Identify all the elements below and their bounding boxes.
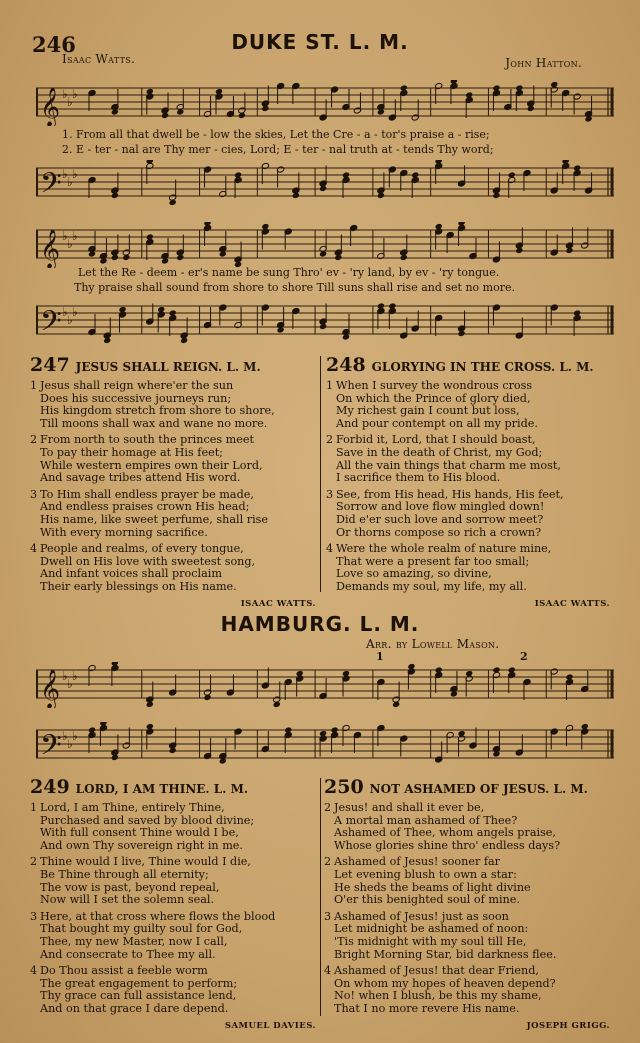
stanza-line: My richest gain I count but loss, — [336, 404, 520, 418]
svg-text:♭: ♭ — [62, 305, 68, 319]
stanza-line: Let midnight be ashamed of noon: — [334, 922, 529, 936]
hymn-249-title: LORD, I AM THINE. L. M. — [75, 782, 249, 796]
stanza-line: Were the whole realm of nature mine, — [336, 542, 552, 556]
hymn-250-heading — [324, 776, 610, 798]
svg-text:♭: ♭ — [62, 167, 68, 181]
stanza-line: Forbid it, Lord, that I should boast, — [336, 433, 536, 447]
verse-number: 4 — [30, 542, 38, 556]
svg-text:♭: ♭ — [72, 167, 78, 181]
stanza-line: A mortal man ashamed of Thee? — [334, 813, 518, 827]
stanza-line: Thee, my new Master, now I call, — [40, 934, 228, 948]
hymn-247-heading — [30, 354, 316, 376]
stanza-line: And infant voices shall proclaim — [40, 567, 222, 581]
verse-number: 2 — [326, 433, 334, 447]
hymn-249 — [30, 776, 316, 1032]
stanza-line: With full consent Thine would I be, — [40, 826, 239, 840]
column-divider-bottom — [320, 778, 321, 1016]
stanza-line: When I survey the wondrous cross — [336, 379, 533, 392]
stanza-line: O'er this benighted soul of mine. — [334, 893, 520, 907]
hymn-249-stanzas — [30, 802, 316, 1032]
hymn-247-number: 247 — [30, 354, 70, 376]
stanza-line: On whom my hopes of heaven depend? — [334, 976, 556, 990]
stanza-line: See, from His head, His hands, His feet, — [336, 487, 564, 501]
stanza-line: And pour contempt on all my pride. — [336, 416, 538, 430]
lyric-line-2: 2. E - ter - nal are Thy mer - cies, Lord; E - ter - nal truth at - tends Thy word; — [62, 143, 494, 156]
stanza — [326, 543, 610, 593]
column-divider-top — [320, 356, 321, 592]
verse-number: 1 — [30, 379, 38, 392]
svg-text:♭: ♭ — [67, 737, 73, 751]
stanza-line: Bright Morning Star, bid darkness flee. — [334, 947, 557, 961]
stanza-line: Or thorns compose so rich a crown? — [336, 525, 542, 539]
stanza-line: On which the Prince of glory died, — [336, 391, 531, 405]
stanza-line: Does his successive journeys run; — [40, 391, 232, 405]
stanza-line: Be Thine through all eternity; — [40, 867, 209, 881]
stanza-line: And endless praises crown His head; — [40, 500, 250, 514]
music-staff-duke-3 — [36, 222, 614, 268]
hymn-248 — [326, 354, 610, 610]
stanza-line: Let evening blush to own a star: — [334, 867, 517, 881]
stanza-line: His name, like sweet perfume, shall rise — [40, 512, 269, 526]
svg-text:♭: ♭ — [72, 729, 78, 743]
music-credit: John Hatton. — [505, 56, 582, 70]
stanza — [324, 802, 610, 852]
stanza-line: Ashamed of Jesus! that dear Friend, — [334, 964, 539, 978]
stanza-line: With every morning sacrifice. — [40, 525, 208, 539]
verse-number: 1 — [326, 379, 334, 392]
page-number: 246 — [32, 32, 76, 57]
stanza — [324, 965, 610, 1015]
stanza — [30, 489, 316, 539]
stanza-line: Jesus! and shall it ever be, — [334, 801, 485, 814]
stanza-line: Demands my soul, my life, my all. — [336, 579, 527, 593]
hymn-author: ISAAC WATTS. — [240, 598, 316, 609]
stanza-line: Whose glories shine thro' endless days? — [334, 838, 561, 852]
stanza-line: People and realms, of every tongue, — [40, 542, 244, 556]
lyric-line-4: Thy praise shall sound from shore to shore Till suns shall rise and set no more. — [74, 281, 515, 294]
stanza-line: The great engagement to perform; — [40, 976, 238, 990]
stanza-line: And savage tribes attend His word. — [40, 471, 241, 485]
verse-number: 4 — [324, 964, 332, 978]
stanza-line: His kingdom stretch from shore to shore, — [40, 404, 275, 418]
verse-number: 3 — [324, 909, 332, 923]
stanza — [324, 911, 610, 961]
verse-number: 2 — [30, 855, 38, 869]
svg-text:𝄢: 𝄢 — [40, 167, 62, 206]
hymn-249-number: 249 — [30, 776, 70, 798]
svg-text:♭: ♭ — [67, 237, 73, 251]
stanza-line: Ashamed of Jesus! sooner far — [334, 855, 501, 869]
hymn-249-heading — [30, 776, 316, 798]
svg-text:♭: ♭ — [67, 175, 73, 189]
hymn-248-stanzas — [326, 380, 610, 610]
hymn-247-title: JESUS SHALL REIGN. L. M. — [75, 360, 261, 374]
stanza-line: Dwell on His love with sweetest song, — [40, 554, 256, 568]
stanza — [324, 856, 610, 906]
stanza-line: From north to south the princes meet — [40, 433, 254, 447]
svg-text:♭: ♭ — [62, 729, 68, 743]
verse-number: 2 — [324, 855, 332, 869]
verse-number: 3 — [30, 909, 38, 923]
stanza — [30, 380, 316, 430]
svg-text:♭: ♭ — [67, 677, 73, 691]
stanza-line: To Him shall endless prayer be made, — [40, 487, 254, 501]
stanza-line: Did e'er such love and sorrow meet? — [336, 512, 544, 526]
stanza-line: To pay their homage at His feet; — [40, 445, 223, 459]
verse-number: 4 — [30, 964, 38, 978]
stanza-line: Here, at that cross where flows the blood — [40, 909, 276, 923]
stanza-line: And on that grace I dare depend. — [40, 1001, 229, 1015]
stanza-line: While western empires own their Lord, — [40, 458, 263, 472]
stanza — [30, 802, 316, 852]
svg-text:♭: ♭ — [62, 87, 68, 101]
verse-number: 3 — [326, 487, 334, 501]
stanza-line: Do Thou assist a feeble worm — [40, 964, 208, 978]
tune-title-duke-st: DUKE ST. L. M. — [231, 30, 409, 54]
hymn-author: SAMUEL DAVIES. — [224, 1020, 316, 1031]
music-staff-duke-1 — [36, 80, 614, 126]
tune-title-hamburg: HAMBURG. L. M. — [220, 612, 420, 636]
stanza — [326, 380, 610, 430]
stanza-line: Thy grace can full assistance lend, — [40, 989, 237, 1003]
svg-text:♭: ♭ — [67, 95, 73, 109]
hymn-248-title: GLORYING IN THE CROSS. L. M. — [371, 360, 594, 374]
stanza-line: He sheds the beams of light divine — [334, 880, 531, 894]
stanza-line: Till moons shall wax and wane no more. — [40, 416, 268, 430]
stanza — [326, 489, 610, 539]
stanza-line: That bought my guilty soul for God, — [40, 922, 243, 936]
svg-text:𝄢: 𝄢 — [40, 729, 62, 768]
hymn-248-number: 248 — [326, 354, 366, 376]
svg-text:♭: ♭ — [62, 669, 68, 683]
stanza — [30, 434, 316, 484]
music-staff-hamburg-2 — [36, 722, 614, 768]
stanza — [30, 965, 316, 1015]
music-staff-duke-2 — [36, 160, 614, 206]
verse-number: 1 — [30, 801, 38, 814]
stanza-line: Lord, I am Thine, entirely Thine, — [40, 801, 225, 814]
second-ending-label: 2 — [520, 650, 528, 663]
hymn-250-stanzas — [324, 802, 610, 1032]
stanza-line: Their early blessings on His name. — [40, 579, 237, 593]
hymn-250 — [324, 776, 610, 1032]
svg-text:♭: ♭ — [72, 87, 78, 101]
words-credit: Isaac Watts. — [62, 52, 136, 66]
stanza-line: And consecrate to Thee my all. — [40, 947, 216, 961]
hymn-author: JOSEPH GRIGG. — [526, 1020, 610, 1031]
hymn-250-number: 250 — [324, 776, 364, 798]
stanza-line: Ashamed of Jesus! just as soon — [334, 909, 509, 923]
svg-text:𝄞: 𝄞 — [40, 87, 61, 126]
hymn-250-title: NOT ASHAMED OF JESUS. L. M. — [369, 782, 588, 796]
stanza-line: Now will I set the solemn seal. — [40, 893, 215, 907]
svg-text:♭: ♭ — [72, 305, 78, 319]
stanza-line: Jesus shall reign where'er the sun — [40, 379, 234, 392]
stanza-line: 'Tis midnight with my soul till He, — [334, 934, 527, 948]
stanza-line: I sacrifice them to His blood. — [336, 471, 501, 485]
arranger-credit: Arr. by Lowell Mason. — [366, 637, 500, 651]
stanza-line: Love so amazing, so divine, — [336, 567, 492, 581]
stanza-line: Save in the death of Christ, my God; — [336, 445, 543, 459]
stanza-line: Sorrow and love flow mingled down! — [336, 500, 545, 514]
verse-number: 2 — [30, 433, 38, 447]
stanza-line: Thine would I live, Thine would I die, — [40, 855, 251, 869]
music-staff-duke-4 — [36, 298, 614, 344]
hymn-247 — [30, 354, 316, 610]
verse-number: 4 — [326, 542, 334, 556]
first-ending-label: 1 — [376, 650, 384, 663]
svg-text:♭: ♭ — [72, 229, 78, 243]
stanza — [30, 911, 316, 961]
hymn-author: ISAAC WATTS. — [534, 598, 610, 609]
lyric-line-1: 1. From all that dwell be - low the skies, Let the Cre - a - tor's praise a - rise; — [62, 128, 490, 141]
stanza-line: That I no more revere His name. — [334, 1001, 520, 1015]
stanza — [326, 434, 610, 484]
lyric-line-3: Let the Re - deem - er's name be sung Thro' ev - 'ry land, by ev - 'ry tongue. — [78, 266, 500, 279]
stanza — [30, 543, 316, 593]
hymn-248-heading — [326, 354, 610, 376]
hymn-247-stanzas — [30, 380, 316, 610]
stanza-line: And own Thy sovereign right in me. — [40, 838, 243, 852]
svg-text:𝄞: 𝄞 — [40, 669, 61, 708]
svg-text:♭: ♭ — [62, 229, 68, 243]
svg-text:♭: ♭ — [67, 313, 73, 327]
stanza-line: That were a present far too small; — [336, 554, 530, 568]
stanza-line: All the vain things that charm me most, — [336, 458, 561, 472]
stanza-line: No! when I blush, be this my shame, — [334, 989, 542, 1003]
stanza — [30, 856, 316, 906]
svg-text:♭: ♭ — [72, 669, 78, 683]
svg-text:𝄞: 𝄞 — [40, 229, 61, 268]
stanza-line: The vow is past, beyond repeal, — [40, 880, 220, 894]
verse-number: 3 — [30, 487, 38, 501]
stanza-line: Purchased and saved by blood divine; — [40, 813, 255, 827]
verse-number: 2 — [324, 801, 332, 814]
music-staff-hamburg-1 — [36, 662, 614, 708]
svg-text:𝄢: 𝄢 — [40, 305, 62, 344]
stanza-line: Ashamed of Thee, whom angels praise, — [334, 826, 556, 840]
